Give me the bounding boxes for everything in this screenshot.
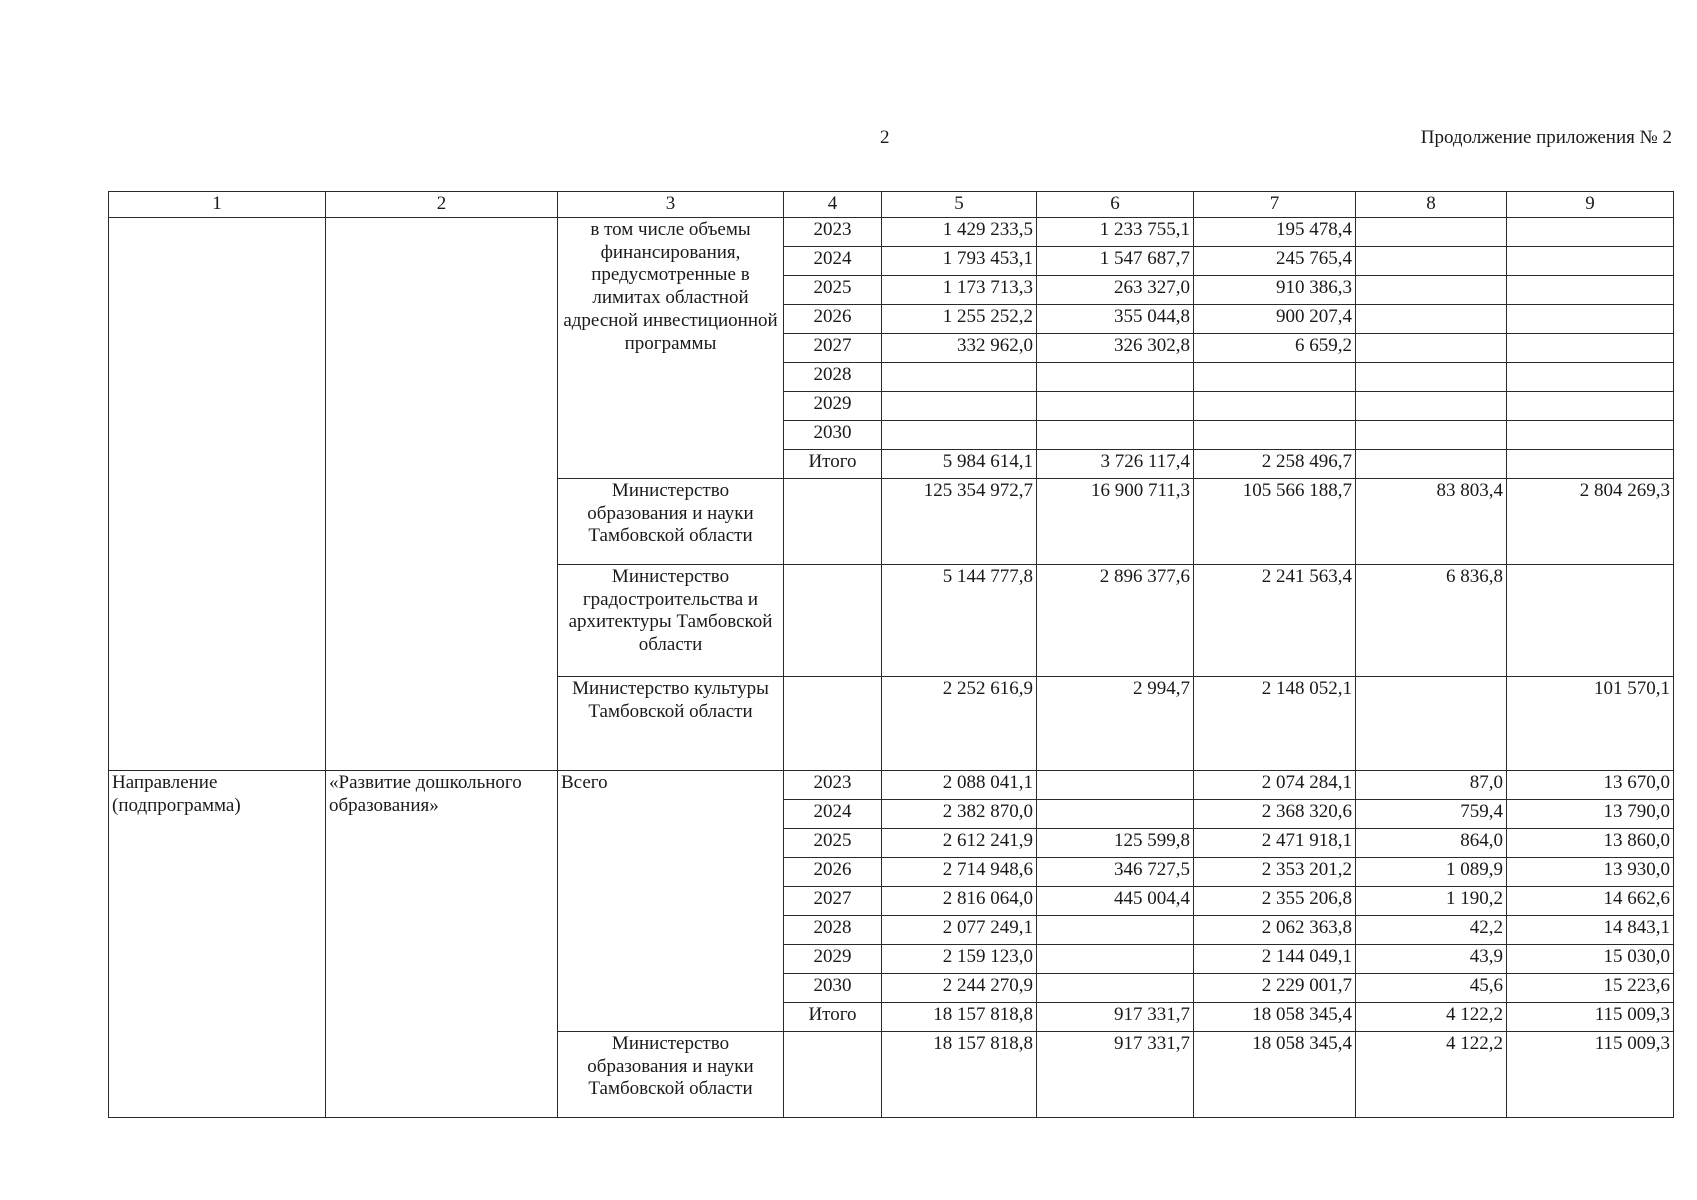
investment-program-label: в том числе объемы финансирования, предусмотренные в лимитах областной адресной инвестиционной программы [558,217,784,478]
value-cell: 1 429 233,5 [882,217,1037,246]
table-row [109,217,1674,246]
value-cell: 4 122,2 [1356,1031,1507,1117]
col2-empty-cell [326,217,558,770]
value-cell [1194,391,1356,420]
ministry-name: Министерство образования и науки Тамбовской области [558,478,784,564]
value-cell: 2 994,7 [1037,676,1194,770]
value-cell: 101 570,1 [1507,676,1674,770]
value-cell [1507,449,1674,478]
year-cell: 2025 [784,828,882,857]
value-cell: 125 354 972,7 [882,478,1037,564]
value-cell: 45,6 [1356,973,1507,1002]
value-cell: 195 478,4 [1194,217,1356,246]
value-cell: 13 670,0 [1507,770,1674,799]
year-cell: 2025 [784,275,882,304]
col-header-4: 4 [784,192,882,218]
value-cell: 15 030,0 [1507,944,1674,973]
value-cell [1037,362,1194,391]
value-cell: 2 816 064,0 [882,886,1037,915]
appendix-note: Продолжение приложения № 2 [1420,127,1672,148]
year-cell: 2029 [784,391,882,420]
year-cell: 2030 [784,973,882,1002]
value-cell: 1 233 755,1 [1037,217,1194,246]
value-cell: 1 190,2 [1356,886,1507,915]
total-label: Всего [558,770,784,1031]
value-cell [1356,304,1507,333]
value-cell: 15 223,6 [1507,973,1674,1002]
value-cell [882,420,1037,449]
year-cell: 2029 [784,944,882,973]
value-cell: 2 368 320,6 [1194,799,1356,828]
year-cell: 2030 [784,420,882,449]
value-cell [1037,799,1194,828]
value-cell: 18 058 345,4 [1194,1002,1356,1031]
year-cell: 2028 [784,362,882,391]
value-cell: 2 353 201,2 [1194,857,1356,886]
year-cell [784,564,882,676]
value-cell: 13 790,0 [1507,799,1674,828]
year-cell: Итого [784,1002,882,1031]
col-header-9: 9 [1507,192,1674,218]
direction-label: Направление (подпрограмма) [109,770,326,1117]
value-cell [1194,420,1356,449]
col-header-8: 8 [1356,192,1507,218]
value-cell: 2 252 616,9 [882,676,1037,770]
value-cell: 13 860,0 [1507,828,1674,857]
value-cell [1356,420,1507,449]
value-cell [1356,275,1507,304]
value-cell: 864,0 [1356,828,1507,857]
value-cell: 2 714 948,6 [882,857,1037,886]
value-cell: 2 062 363,8 [1194,915,1356,944]
col-header-1: 1 [109,192,326,218]
col-header-3: 3 [558,192,784,218]
value-cell: 332 962,0 [882,333,1037,362]
value-cell [1194,362,1356,391]
year-cell: 2024 [784,799,882,828]
value-cell: 2 148 052,1 [1194,676,1356,770]
value-cell: 759,4 [1356,799,1507,828]
value-cell: 910 386,3 [1194,275,1356,304]
value-cell: 5 984 614,1 [882,449,1037,478]
value-cell: 5 144 777,8 [882,564,1037,676]
value-cell: 917 331,7 [1037,1002,1194,1031]
year-cell: 2023 [784,217,882,246]
year-cell: 2028 [784,915,882,944]
ministry-name: Министерство культуры Тамбовской области [558,676,784,770]
value-cell: 1 793 453,1 [882,246,1037,275]
value-cell [1037,770,1194,799]
col1-empty-cell [109,217,326,770]
budget-table [108,191,1674,1118]
ministry-name: Министерство образования и науки Тамбовской области [558,1031,784,1117]
value-cell: 2 229 001,7 [1194,973,1356,1002]
value-cell [1037,391,1194,420]
value-cell [1507,246,1674,275]
value-cell: 1 173 713,3 [882,275,1037,304]
value-cell: 2 241 563,4 [1194,564,1356,676]
year-cell [784,676,882,770]
value-cell: 43,9 [1356,944,1507,973]
value-cell: 87,0 [1356,770,1507,799]
value-cell: 6 659,2 [1194,333,1356,362]
col-header-2: 2 [326,192,558,218]
value-cell: 2 088 041,1 [882,770,1037,799]
value-cell [1507,217,1674,246]
year-cell: 2023 [784,770,882,799]
value-cell: 245 765,4 [1194,246,1356,275]
value-cell [1356,449,1507,478]
value-cell: 18 058 345,4 [1194,1031,1356,1117]
ministry-name: Министерство градостроительства и архитектуры Тамбовской области [558,564,784,676]
value-cell [1507,275,1674,304]
value-cell: 6 836,8 [1356,564,1507,676]
year-cell: 2027 [784,886,882,915]
value-cell [1037,420,1194,449]
value-cell: 18 157 818,8 [882,1031,1037,1117]
value-cell: 2 355 206,8 [1194,886,1356,915]
value-cell: 2 804 269,3 [1507,478,1674,564]
value-cell: 1 255 252,2 [882,304,1037,333]
value-cell: 2 074 284,1 [1194,770,1356,799]
year-cell [784,1031,882,1117]
value-cell [1037,973,1194,1002]
value-cell: 2 077 249,1 [882,915,1037,944]
value-cell: 13 930,0 [1507,857,1674,886]
value-cell: 2 258 496,7 [1194,449,1356,478]
year-cell: 2027 [784,333,882,362]
col-header-6: 6 [1037,192,1194,218]
value-cell [1356,362,1507,391]
year-cell: 2026 [784,304,882,333]
value-cell [1507,564,1674,676]
value-cell: 14 662,6 [1507,886,1674,915]
col-header-7: 7 [1194,192,1356,218]
value-cell: 2 382 870,0 [882,799,1037,828]
value-cell: 18 157 818,8 [882,1002,1037,1031]
value-cell: 105 566 188,7 [1194,478,1356,564]
value-cell [882,391,1037,420]
value-cell: 2 159 123,0 [882,944,1037,973]
value-cell: 2 896 377,6 [1037,564,1194,676]
value-cell [1507,420,1674,449]
value-cell [1037,915,1194,944]
year-cell [784,478,882,564]
value-cell: 900 207,4 [1194,304,1356,333]
value-cell: 16 900 711,3 [1037,478,1194,564]
column-number-row [109,192,1674,218]
value-cell: 355 044,8 [1037,304,1194,333]
year-cell: 2024 [784,246,882,275]
value-cell: 125 599,8 [1037,828,1194,857]
value-cell: 326 302,8 [1037,333,1194,362]
value-cell: 115 009,3 [1507,1002,1674,1031]
value-cell: 42,2 [1356,915,1507,944]
value-cell: 83 803,4 [1356,478,1507,564]
value-cell: 4 122,2 [1356,1002,1507,1031]
col-header-5: 5 [882,192,1037,218]
value-cell: 1 547 687,7 [1037,246,1194,275]
value-cell [1356,391,1507,420]
value-cell: 115 009,3 [1507,1031,1674,1117]
value-cell: 445 004,4 [1037,886,1194,915]
page-number: 2 [880,127,890,148]
value-cell: 263 327,0 [1037,275,1194,304]
value-cell: 2 144 049,1 [1194,944,1356,973]
value-cell [1507,391,1674,420]
value-cell [882,362,1037,391]
value-cell: 346 727,5 [1037,857,1194,886]
value-cell [1507,333,1674,362]
value-cell: 1 089,9 [1356,857,1507,886]
value-cell [1356,246,1507,275]
value-cell [1507,362,1674,391]
table-row [109,770,1674,799]
subprogram-name: «Развитие дошкольного образования» [326,770,558,1117]
value-cell: 3 726 117,4 [1037,449,1194,478]
value-cell [1356,333,1507,362]
value-cell [1356,217,1507,246]
value-cell: 917 331,7 [1037,1031,1194,1117]
value-cell: 2 471 918,1 [1194,828,1356,857]
value-cell [1507,304,1674,333]
value-cell [1356,676,1507,770]
year-cell: Итого [784,449,882,478]
value-cell: 2 244 270,9 [882,973,1037,1002]
value-cell: 2 612 241,9 [882,828,1037,857]
year-cell: 2026 [784,857,882,886]
value-cell: 14 843,1 [1507,915,1674,944]
value-cell [1037,944,1194,973]
